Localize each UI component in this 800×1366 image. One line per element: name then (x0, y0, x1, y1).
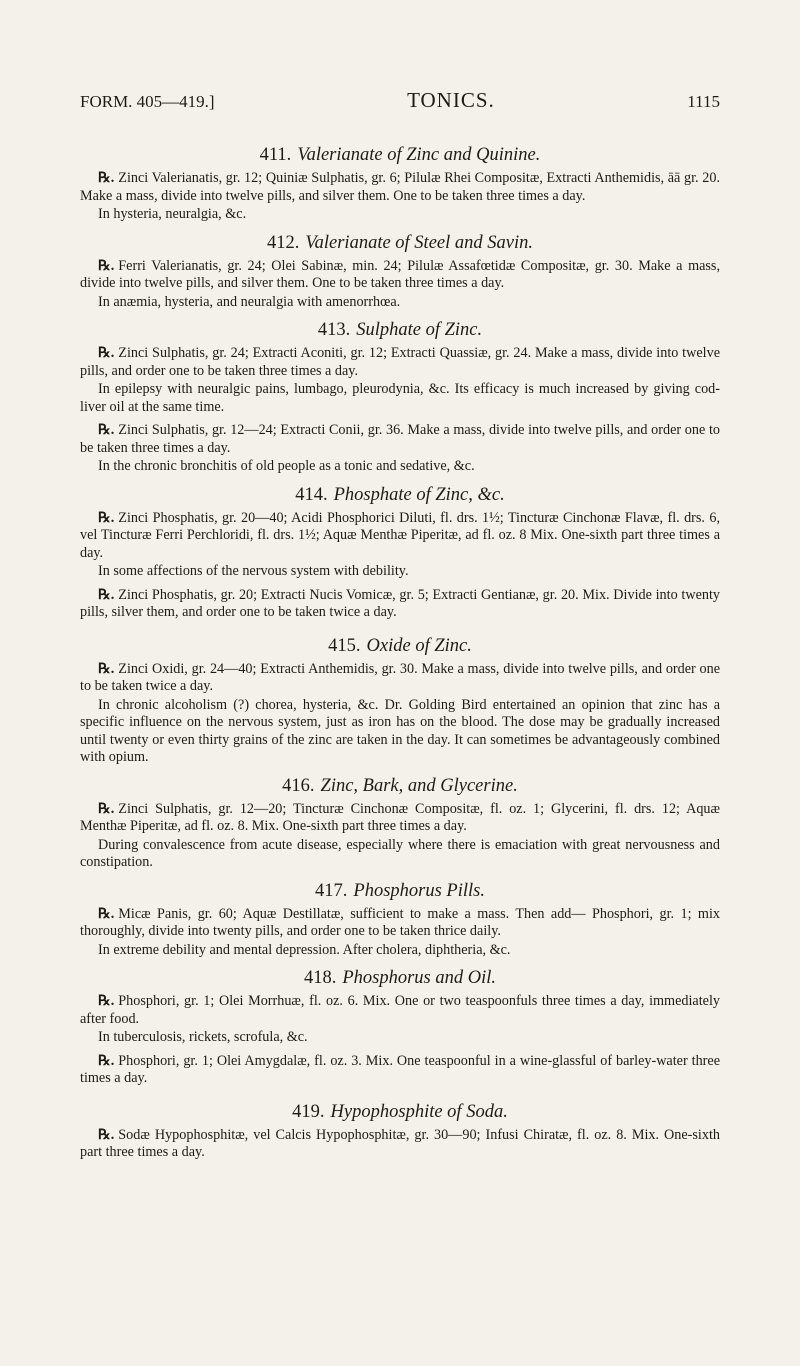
prescription-text: Zinci Oxidi, gr. 24—40; Extracti Anthemidis, gr. 30. Make a mass, divide into twelve pills, and order one to be taken twice a day. (80, 660, 720, 694)
formula-title: Zinc, Bark, and Glycerine. (320, 775, 518, 796)
formula-heading (80, 967, 720, 989)
formula-section (80, 232, 720, 312)
formulae-content (80, 144, 720, 1167)
recipe-symbol: ℞. (98, 509, 115, 526)
indication-note: In hysteria, neuralgia, &c. (98, 206, 247, 222)
formula-heading (80, 232, 720, 254)
prescription (80, 906, 720, 941)
prescription-text: Ferri Valerianatis, gr. 24; Olei Sabinæ, min. 24; Pilulæ Assafœtidæ Compositæ, gr. 30. Make a mass, divide into twelve pills, and silver them. One to be taken three times a day. (80, 257, 720, 291)
spacer (80, 623, 720, 627)
indication-note: In epilepsy with neuralgic pains, lumbago, pleurodynia, &c. Its efficacy is much increased by giving cod-liver oil at the same time. (80, 381, 720, 415)
prescription (80, 170, 720, 205)
prescription (80, 422, 720, 457)
indication-note: In anæmia, hysteria, and neuralgia with amenorrhœa. (98, 293, 401, 310)
prescription-text: Sodæ Hypophosphitæ, vel Calcis Hypophosphitæ, gr. 30—90; Infusi Chiratæ, fl. oz. 8. Mix. One-sixth part three times a day. (80, 1126, 720, 1160)
prescription (80, 258, 720, 293)
prescription-text: Zinci Phosphatis, gr. 20—40; Acidi Phosphorici Diluti, fl. drs. 1½; Tincturæ Cinchonæ Flavæ, fl. drs. 6, vel Tincturæ Ferri Perchloridi, fl. drs. 1½; Aquæ Menthæ Piperitæ, ad fl. oz. 8 Mix. One-sixth part three times a day. (80, 509, 720, 561)
prescription (80, 993, 720, 1028)
prescription-text: Zinci Sulphatis, gr. 24; Extracti Aconiti, gr. 12; Extracti Quassiæ, gr. 24. Make a mass, divide into twelve pills, and order one to be taken three times a day. (80, 345, 720, 379)
prescription-text: Zinci Sulphatis, gr. 12—20; Tincturæ Cinchonæ Compositæ, fl. oz. 1; Glycerini, fl. drs. 12; Aquæ Menthæ Piperitæ, ad fl. oz. 8. Mix. One-sixth part three times a day. (80, 800, 720, 834)
formula-number: 416. (282, 775, 315, 796)
prescription-text: Micæ Panis, gr. 60; Aquæ Destillatæ, sufficient to make a mass. Then add— Phosphori, gr. 1; mix thoroughly, divide into twenty pills, and order one to be taken thrice daily. (80, 905, 720, 939)
formula-number: 415. (328, 635, 361, 656)
recipe-symbol: ℞. (98, 1126, 115, 1143)
prescription-text: Phosphori, gr. 1; Olei Amygdalæ, fl. oz. 3. Mix. One teaspoonful in a wine-glassful of barley-water three times a day. (80, 1052, 720, 1086)
prescription (80, 1127, 720, 1162)
formula-section (80, 967, 720, 1093)
formula-section (80, 484, 720, 627)
formula-number: 411. (259, 145, 292, 165)
formula-section (80, 1101, 720, 1167)
formula-section (80, 144, 720, 224)
indication-note: In tuberculosis, rickets, scrofula, &c. (98, 1029, 308, 1045)
prescription (80, 1053, 720, 1088)
prescription (80, 801, 720, 836)
indication-note: In the chronic bronchitis of old people as a tonic and sedative, &c. (98, 458, 475, 474)
recipe-symbol: ℞. (98, 422, 115, 438)
indication-note: During convalescence from acute disease, especially where there is emaciation with great nervousness and constipation. (80, 836, 720, 870)
recipe-symbol: ℞. (98, 1052, 115, 1069)
formula-number: 413. (317, 320, 351, 340)
prescription-text: Zinci Sulphatis, gr. 12—24; Extracti Conii, gr. 36. Make a mass, divide into twelve pills, and order one to be taken three times a day. (80, 422, 720, 456)
indication-note: In extreme debility and mental depression. After cholera, diphtheria, &c. (98, 941, 511, 958)
prescription-text: Phosphori, gr. 1; Olei Morrhuæ, fl. oz. 6. Mix. One or two teaspoonfuls three times a day, immediately after food. (80, 993, 720, 1027)
recipe-symbol: ℞. (98, 660, 115, 677)
formula-title: Sulphate of Zinc. (356, 320, 483, 340)
formula-heading (80, 144, 720, 166)
formula-title: Phosphorus and Oil. (342, 968, 497, 988)
formula-section (80, 319, 720, 476)
formula-heading (80, 775, 720, 797)
formula-title: Valerianate of Zinc and Quinine. (297, 145, 541, 165)
header-form-range: FORM. 405—419.] (80, 92, 215, 111)
header-chapter-title: TONICS. (407, 88, 495, 112)
formula-title: Phosphate of Zinc, &c. (333, 484, 505, 505)
formula-heading (80, 1101, 720, 1123)
formula-section (80, 880, 720, 960)
formula-number: 414. (295, 484, 328, 505)
recipe-symbol: ℞. (98, 345, 115, 361)
prescription (80, 510, 720, 563)
formula-heading (80, 635, 720, 657)
formula-number: 419. (292, 1101, 325, 1122)
formula-number: 412. (267, 232, 300, 253)
indication-note: In chronic alcoholism (?) chorea, hysteria, &c. Dr. Golding Bird entertained an opinion that zinc has a specific influence on the nervous system, just as iron has on the blood. The dose may be gradually increased until twenty or even thirty grains of the zinc are taken in the day. It can sometimes be advantageously combined with opium. (80, 696, 720, 765)
formula-title: Phosphorus Pills. (353, 880, 485, 901)
formula-title: Valerianate of Steel and Savin. (305, 232, 533, 253)
formula-number: 417. (315, 880, 348, 901)
formula-heading (80, 484, 720, 506)
recipe-symbol: ℞. (98, 800, 115, 817)
prescription-text: Zinci Phosphatis, gr. 20; Extracti Nucis Vomicæ, gr. 5; Extracti Gentianæ, gr. 20. Mix. Divide into twenty pills, silver them, and order one to be taken twice a day. (80, 586, 720, 620)
formula-heading (80, 880, 720, 902)
prescription-text: Zinci Valerianatis, gr. 12; Quiniæ Sulphatis, gr. 6; Pilulæ Rhei Compositæ, Extracti Anthemidis, āā gr. 20. Make a mass, divide into twelve pills, and silver them. One to be taken three times a day. (80, 170, 720, 204)
prescription (80, 587, 720, 622)
header-page-number: 1115 (687, 92, 720, 111)
formula-title: Hypophosphite of Soda. (330, 1101, 508, 1122)
formula-number: 418. (303, 968, 337, 988)
recipe-symbol: ℞. (98, 905, 115, 922)
formula-title: Oxide of Zinc. (366, 635, 472, 656)
recipe-symbol: ℞. (98, 257, 115, 274)
prescription (80, 345, 720, 380)
spacer (80, 1089, 720, 1093)
running-head (80, 90, 720, 112)
formula-section (80, 775, 720, 872)
spacer (80, 1163, 720, 1167)
recipe-symbol: ℞. (98, 993, 115, 1009)
recipe-symbol: ℞. (98, 586, 115, 603)
indication-note: In some affections of the nervous system with debility. (98, 563, 409, 579)
prescription (80, 661, 720, 696)
recipe-symbol: ℞. (98, 170, 115, 186)
formula-heading (80, 319, 720, 341)
formula-section (80, 635, 720, 767)
